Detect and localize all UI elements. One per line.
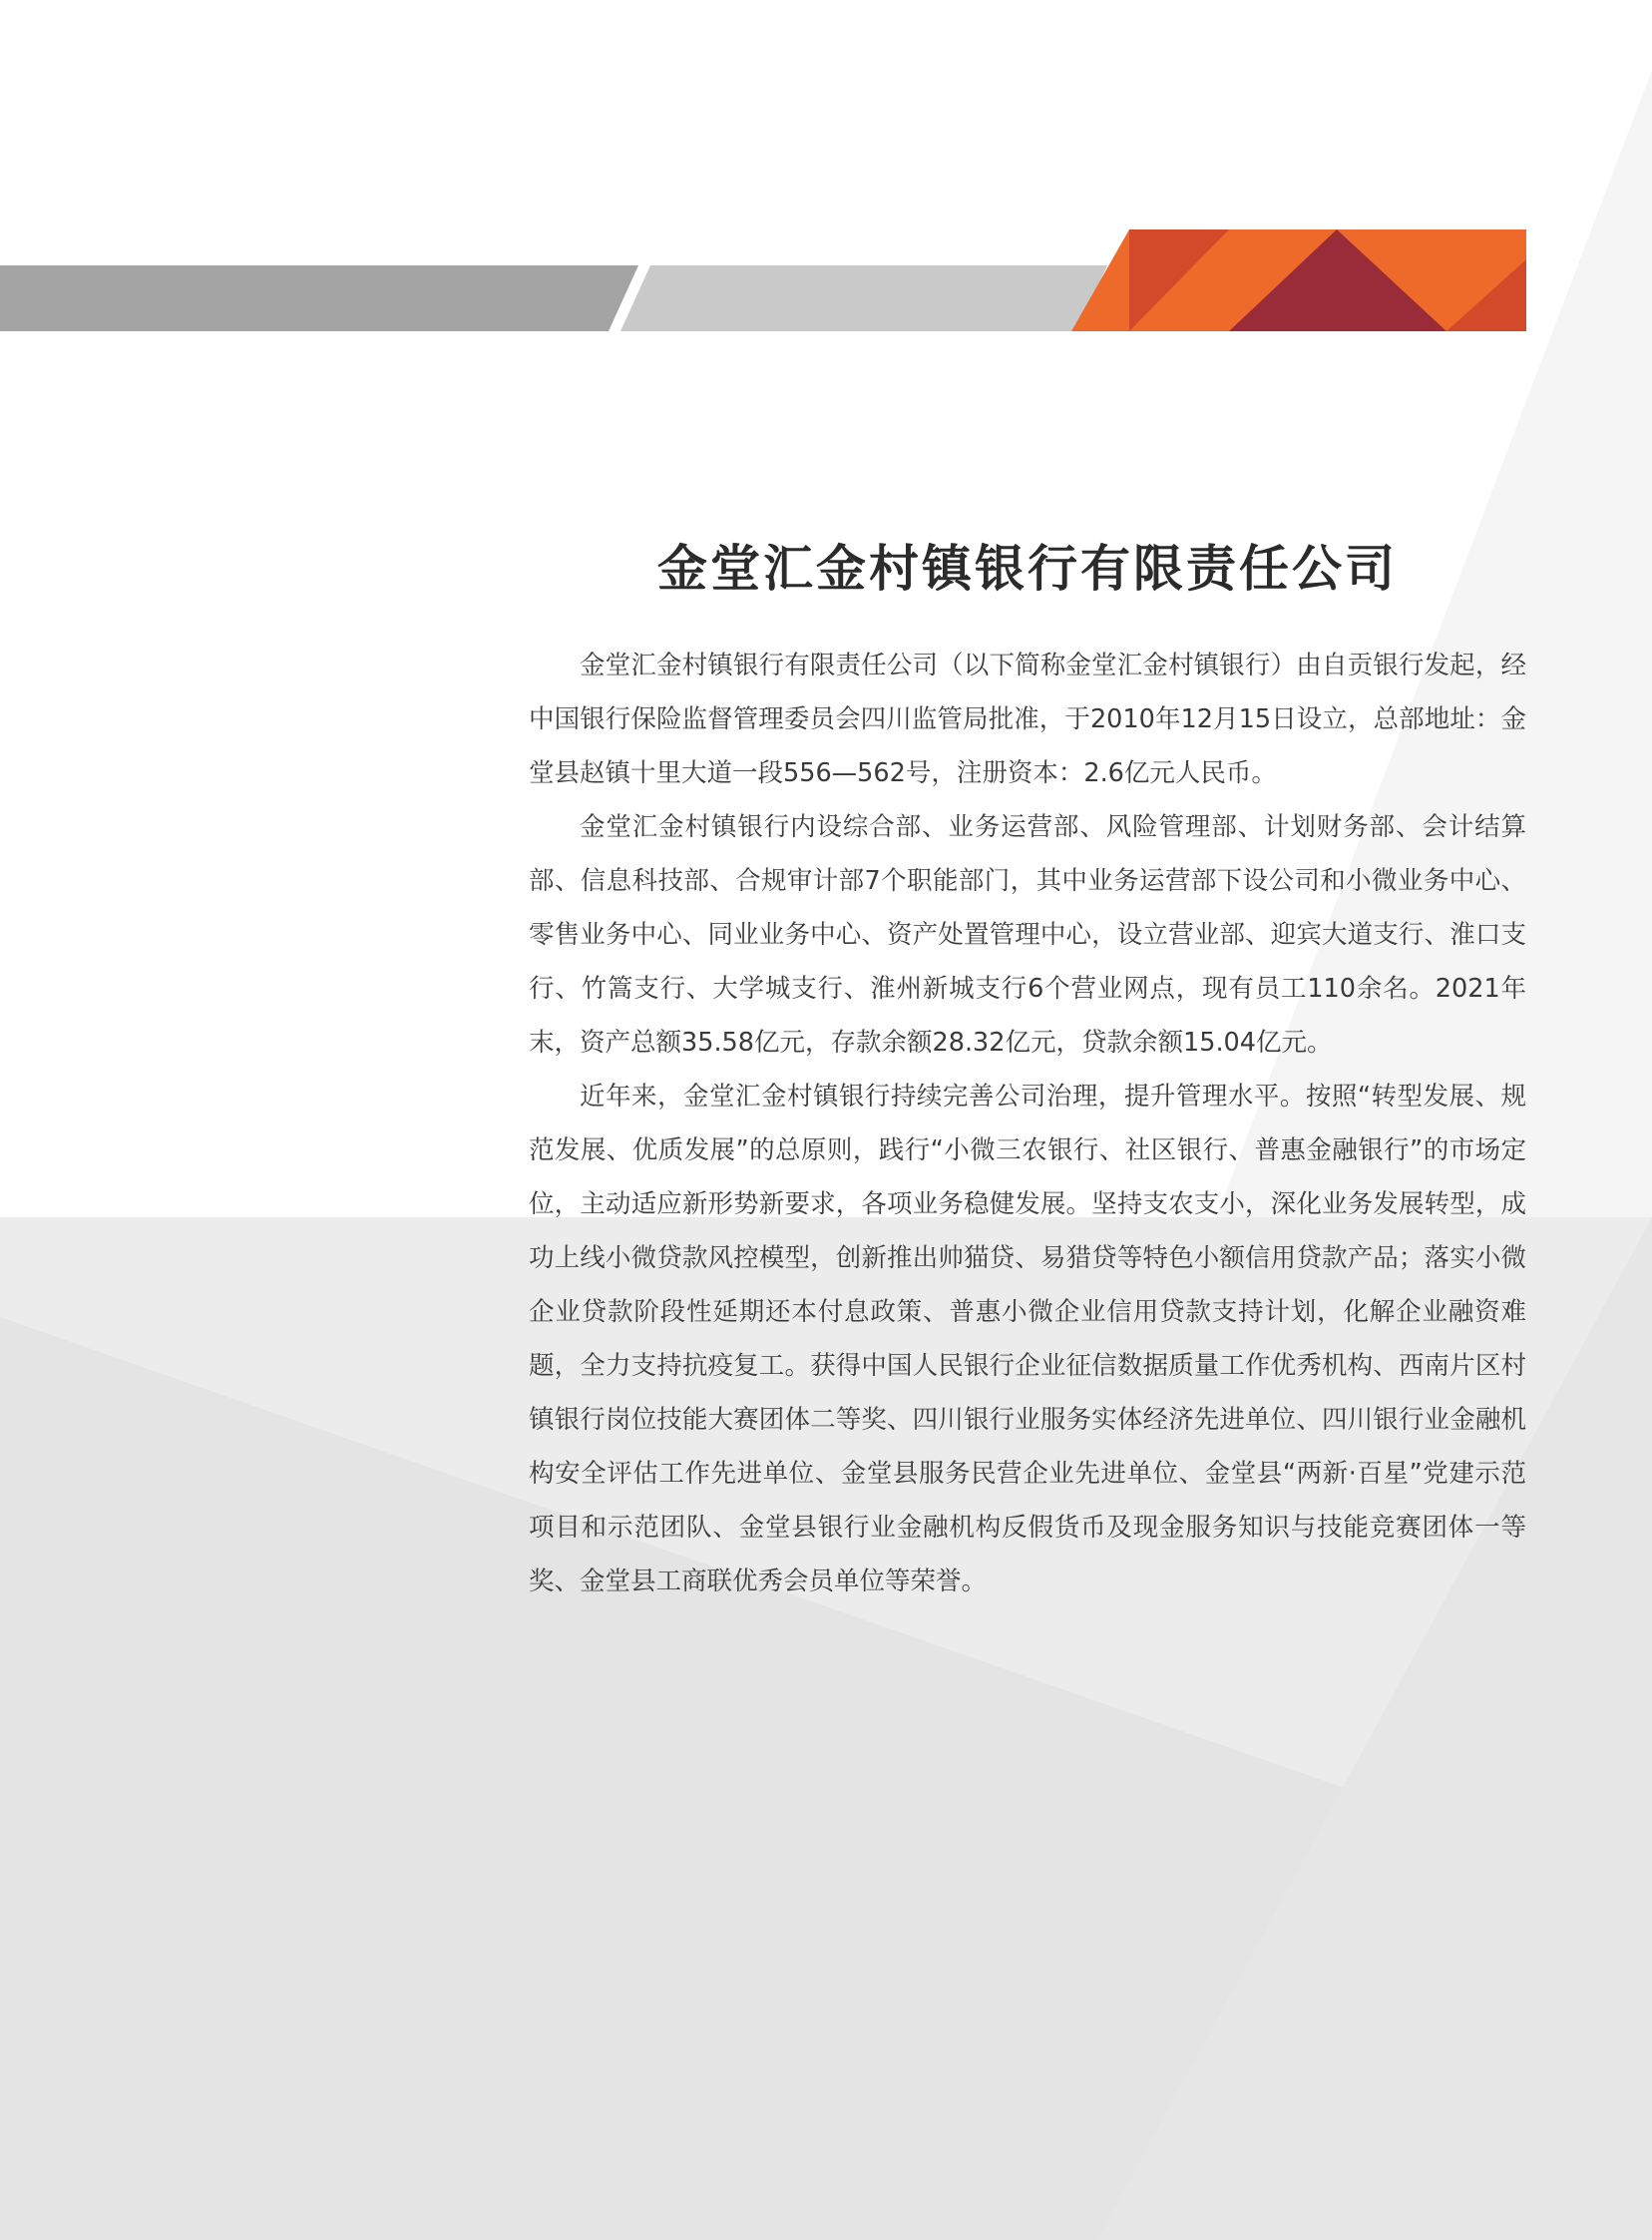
header-light-gray-segment [620, 265, 1107, 331]
header-dark-gray-segment [0, 265, 638, 331]
main-content [529, 529, 1526, 1608]
document-title: 金堂汇金村镇银行有限责任公司 [657, 540, 1398, 598]
paragraph-overview: 金堂汇金村镇银行有限责任公司（以下简称金堂汇金村镇银行）由自贡银行发起，经中国银行保险监督管理委员会四川监管局批准，于2010年12月15日设立，总部地址：金堂县赵镇十里大道一段556—562号，注册资本：2.6亿元人民币。 [529, 651, 1526, 788]
paragraph-achievements: 近年来，金堂汇金村镇银行持续完善公司治理，提升管理水平。按照“转型发展、规范发展、优质发展”的总原则，践行“小微三农银行、社区银行、普惠金融银行”的市场定位，主动适应新形势新要求，各项业务稳健发展。坚持支农支小，深化业务发展转型，成功上线小微贷款风控模型，创新推出帅猫贷、易猎贷等特色小额信用贷款产品；落实小微企业贷款阶段性延期还本付息政策、普惠小微企业信用贷款支持计划，化解企业融资难题，全力支持抗疫复工。获得中国人民银行企业征信数据质量工作优秀机构、西南片区村镇银行岗位技能大赛团体二等奖、四川银行业服务实体经济先进单位、四川银行业金融机构安全评估工作先进单位、金堂县服务民营企业先进单位、金堂县“两新·百星”党建示范项目和示范团队、金堂县银行业金融机构反假货币及现金服务知识与技能竞赛团体一等奖、金堂县工商联优秀会员单位等荣誉。 [529, 1082, 1526, 1596]
header-decorative-bar [0, 229, 1526, 331]
paragraph-structure: 金堂汇金村镇银行内设综合部、业务运营部、风险管理部、计划财务部、会计结算部、信息科技部、合规审计部7个职能部门，其中业务运营部下设公司和小微业务中心、零售业务中心、同业业务中心、资产处置管理中心，设立营业部、迎宾大道支行、淮口支行、竹篙支行、大学城支行、淮州新城支行6个营业网点，现有员工110余名。2021年末，资产总额35.58亿元，存款余额28.32亿元，贷款余额15.04亿元。 [529, 812, 1526, 1058]
